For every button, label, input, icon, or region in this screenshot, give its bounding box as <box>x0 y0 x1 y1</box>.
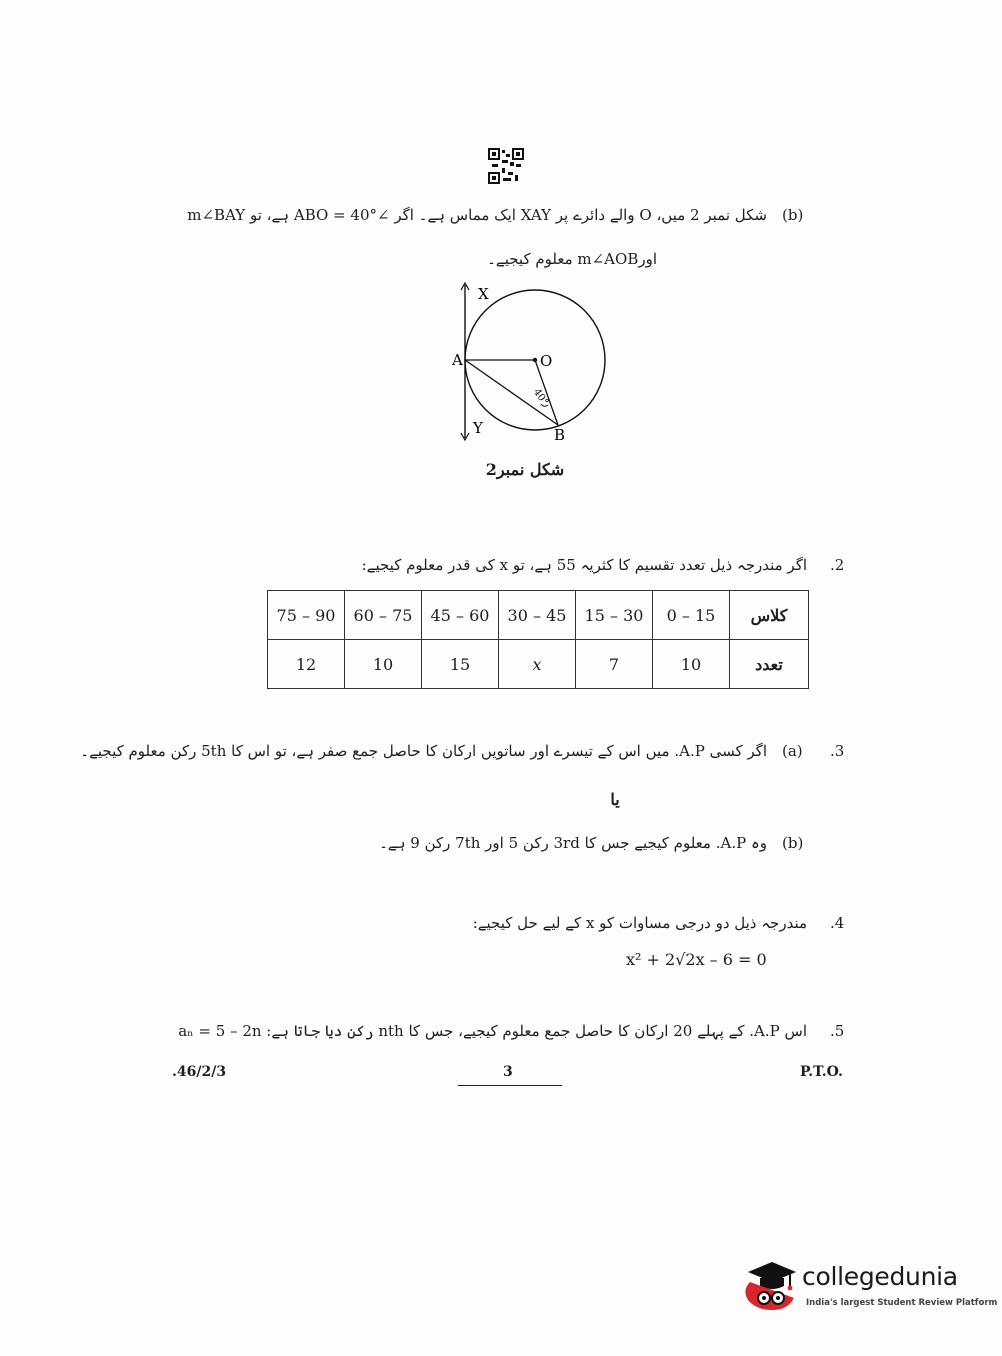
class-header: کلاس <box>730 591 809 640</box>
label-y: Y <box>473 419 483 437</box>
brand-name: collegedunia <box>802 1262 958 1291</box>
freq-cell: 7 <box>576 640 653 689</box>
freq-cell: 10 <box>653 640 730 689</box>
qr-code <box>488 148 524 184</box>
class-cell: 60 – 75 <box>345 591 422 640</box>
figure-circle-tangent <box>440 280 620 445</box>
label-b: B <box>554 426 566 444</box>
collegedunia-logo-icon <box>742 1252 800 1314</box>
q4-number: .4 <box>830 914 845 932</box>
class-cell: 45 – 60 <box>422 591 499 640</box>
q3a-text: اگر کسی A.P. میں اس کے تیسرے اور ساتویں ارکان کا حاصل جمع صفر ہے، تو اس کا 5th رکن معلوم کیجیے۔ <box>80 742 767 760</box>
q3b-text: وہ A.P. معلوم کیجیے جس کا 3rd رکن 5 اور 7th رکن 9 ہے۔ <box>379 834 767 852</box>
q1b-label: (b) <box>782 206 804 224</box>
freq-cell: 15 <box>422 640 499 689</box>
label-x: X <box>478 285 489 303</box>
q5-text: اس A.P. کے پہلے 20 ارکان کا حاصل جمع معلوم کیجیے، جس کا nth رکن دیا جاتا ہے: aₙ = 5 – 2n <box>178 1022 807 1040</box>
center-point <box>533 358 537 362</box>
page-number-underline <box>458 1085 562 1086</box>
class-cell: 30 – 45 <box>499 591 576 640</box>
q4-equation: x² + 2√2x – 6 = 0 <box>626 950 767 969</box>
page-number: 3 <box>503 1064 513 1080</box>
pto-label: P.T.O. <box>800 1064 843 1080</box>
label-a: A <box>452 351 463 369</box>
q2-number: .2 <box>830 556 845 574</box>
class-cell: 75 – 90 <box>268 591 345 640</box>
class-cell: 15 – 30 <box>576 591 653 640</box>
freq-cell: 12 <box>268 640 345 689</box>
q3-number: .3 <box>830 742 845 760</box>
q3a-label: (a) <box>782 742 803 760</box>
q3b-label: (b) <box>782 834 804 852</box>
frequency-table <box>267 590 809 689</box>
freq-cell: 10 <box>345 640 422 689</box>
q3-or: یا <box>610 790 620 809</box>
label-o: O <box>540 352 553 370</box>
freq-header: تعدد <box>730 640 809 689</box>
q1b-text-line1: شکل نمبر 2 میں، O والے دائرے پر XAY ایک مماس ہے۔ اگر ∠ABO = 40° ہے، تو m∠BAY <box>187 206 767 224</box>
paper-code: .46/2/3 <box>172 1064 227 1080</box>
class-cell: 0 – 15 <box>653 591 730 640</box>
brand-tagline: India's largest Student Review Platform <box>806 1298 998 1308</box>
figure-caption: شکل نمبر2 <box>485 460 565 479</box>
q4-text: مندرجہ ذیل دو درجی مساوات کو x کے لیے حل کیجیے: <box>472 914 807 932</box>
angle-label: 40° <box>530 386 551 408</box>
table-row-frequencies <box>268 640 809 689</box>
q2-text: اگر مندرجہ ذیل تعدد تقسیم کا کثریہ 55 ہے، تو x کی قدر معلوم کیجیے: <box>361 556 807 574</box>
freq-cell: x <box>499 640 576 689</box>
q5-number: .5 <box>830 1022 845 1040</box>
q1b-text-line2: اورm∠AOB معلوم کیجیے۔ <box>487 250 657 268</box>
table-row-classes <box>268 591 809 640</box>
